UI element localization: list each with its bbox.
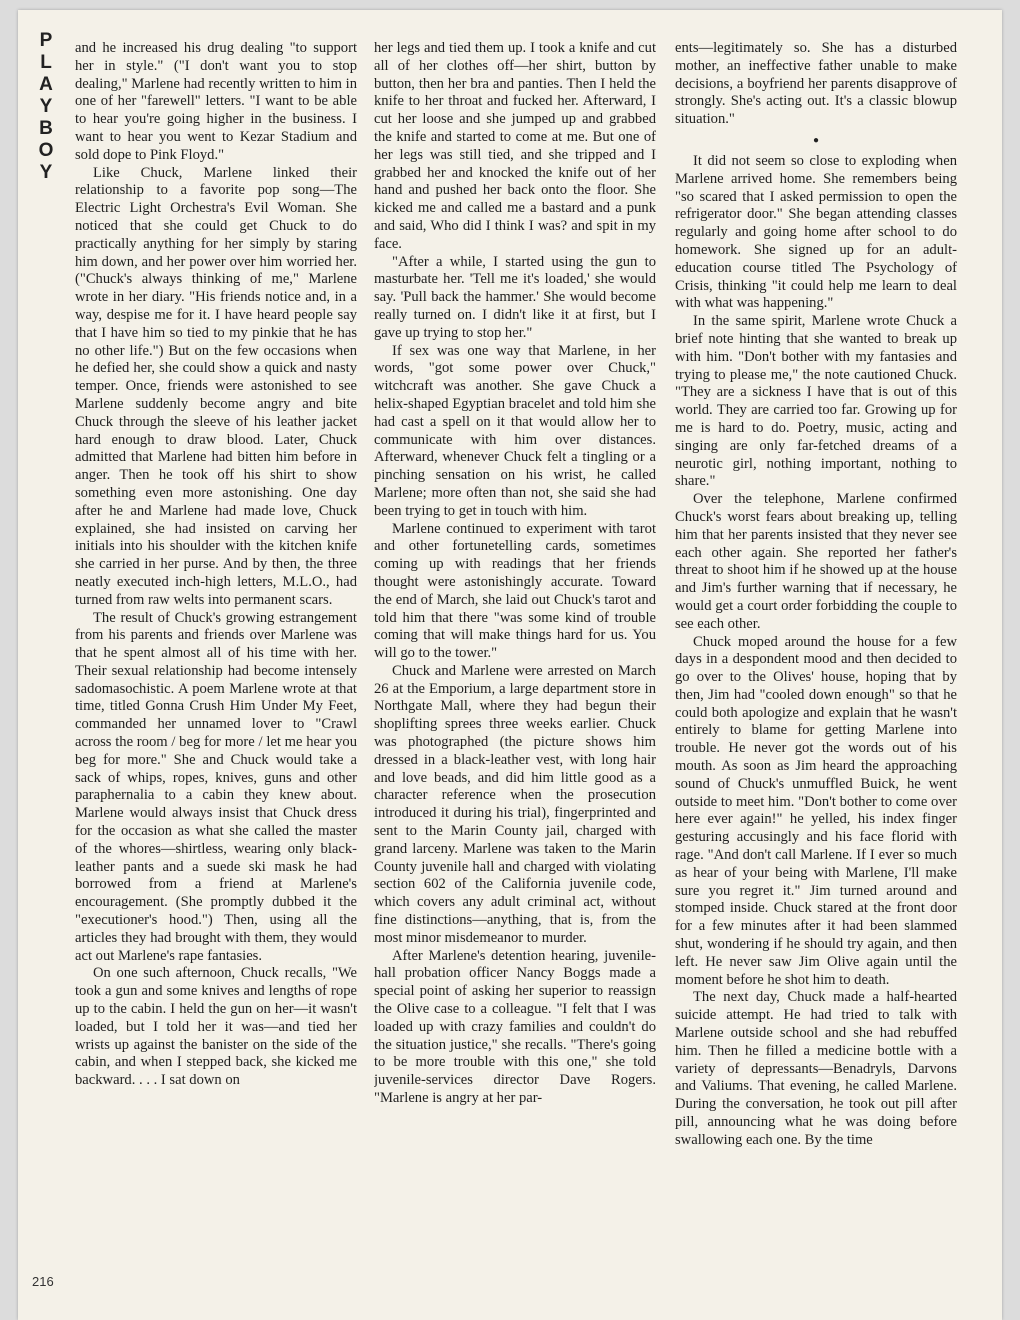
running-head-letter: P xyxy=(39,30,53,51)
paragraph: ents—legitimately so. She has a disturbed mother, an ineffective father unable to make decisions, a boyfriend her parents disapprove of strongly. She's acting out. It's a classic blowup situation." xyxy=(675,40,957,128)
paragraph: Marlene continued to experiment with tarot and other fortunetelling cards, sometimes coming up with readings that her friends thought were astonishingly accurate. Toward the end of March, she laid out Chuck's tarot and told him that there "was some kind of trouble coming that will make things hard for us. You will go to the tower." xyxy=(374,520,656,662)
running-head-letter: Y xyxy=(39,162,53,183)
magazine-running-head xyxy=(32,30,60,184)
running-head-letter: O xyxy=(38,140,54,161)
paragraph: "After a while, I started using the gun to masturbate her. 'Tell me it's loaded,' she would say. 'Pull back the hammer.' She would become really turned on. I didn't like it at first, but I gave up trying to stop her." xyxy=(374,253,656,341)
running-head-letter: L xyxy=(40,52,52,73)
paragraph: Over the telephone, Marlene confirmed Chuck's worst fears about breaking up, telling him that her parents insisted that they never see each other again. She reported her father's threat to shoot him if he showed up at the house and Jim's further warning that if necessary, he would get a court order forbidding the couple to see each other. xyxy=(675,491,957,632)
paragraph: It did not seem so close to exploding when Marlene arrived home. She remembers being "so scared that I asked permission to open the refrigerator door." She began attending classes regularly and going home after school to do homework. She signed up for an adult-education course titled The Psychology of Crisis, thinking "it could help me learn to deal with what was happening." xyxy=(675,152,957,312)
section-break-bullet: ● xyxy=(812,134,820,146)
paragraph: On one such afternoon, Chuck recalls, "We took a gun and some knives and lengths of rope up to the cabin. I held the gun on her—it wasn't loaded, but I told her it was—and tied her wrists up against the banister on the side of the cabin, and when I stepped back, she kicked me backward. . . . I sat down on xyxy=(75,965,357,1089)
paragraph: The result of Chuck's growing estrangement from his parents and friends over Marlene was that he spent almost all of his time with her. Their sexual relationship had become intensely sadomasochistic. A poem Marlene wrote at that time, titled Gonna Crush Him Under My Feet, commanded her unnamed lover to "Crawl across the room / beg for more / let me hear you beg for more." She and Chuck would take a sack of whips, ropes, knives, guns and other paraphernalia to a cabin they knew about. Marlene would always insist that Chuck dress for the occasion as what she called the master of the whores—shirtless, wearing only black-leather pants and a suede ski mask he had borrowed from a friend at Marlene's encouragement. (She promptly dubbed it the "executioner's hood.") Then, using all the articles they had brought with them, they would act out Marlene's rape fantasies. xyxy=(75,609,357,964)
paragraph: Chuck moped around the house for a few days in a despondent mood and then decided to go over to the Olives' house, hoping that by then, Jim had "cooled down enough" so that he could both apologize and explain that he wasn't entirely to blame for getting Marlene into trouble. He never got the words out of his mouth. As soon as Jim heard the approaching sound of Chuck's unmuffled Buick, he went outside to meet him. "Don't bother to come over here ever again!" he yelled, his index finger gesturing accusingly and his face florid with rage. "And don't call Marlene. If I ever so much as hear of your being with Marlene, I'll make sure you regret it." Jim turned around and stomped inside. Chuck stared at the front door for a few minutes after it had been slammed shut, wondering if he should try again, and then left. He never saw Jim Olive again until the moment before he shot him to death. xyxy=(675,633,957,988)
magazine-page xyxy=(18,10,1002,1320)
paragraph: If sex was one way that Marlene, in her words, "got some power over Chuck," witchcraft was another. She gave Chuck a helix-shaped Egyptian bracelet and told him she had cast a spell on it that would allow her to communicate with him over distances. Afterward, whenever Chuck felt a tingling or a pinching sensation on his wrist, he called Marlene; more often than not, she said she had been trying to get in touch with him. xyxy=(374,342,656,519)
paragraph: The next day, Chuck made a half-hearted suicide attempt. He had tried to talk with Marlene outside school and she had rebuffed him. Then he filled a medicine bottle with a variety of depressants—Benadryls, Darvons and Valiums. That evening, he called Marlene. During the conversation, he took out pill after pill, announcing what he was doing before swallowing each one. By the time xyxy=(675,989,957,1148)
paragraph: After Marlene's detention hearing, juvenile-hall probation officer Nancy Boggs made a special point of asking her superior to reassign the Olive case to a colleague. "I felt that I was loaded up with crazy families and couldn't do the situation justice," she recalls. "There's going to be more trouble with this one," she told juvenile-services director Dave Rogers. "Marlene is angry at her par- xyxy=(374,947,656,1107)
paragraph: and he increased his drug dealing "to support her in style." ("I don't want you to stop dealing," Marlene had recently written to him in one of her "farewell" letters. "I want to be able to hear you're going higher in the business. I want to hear you went to Kezar Stadium and sold dope to Pink Floyd." xyxy=(75,40,357,163)
paragraph: her legs and tied them up. I took a knife and cut all of her clothes off—her shirt, button by button, then her bra and panties. Then I held the knife to her throat and fucked her. Afterward, I cut her loose and she jumped up and grabbed the knife and started to come at me. But one of her legs was still tied, and she tripped and I grabbed her and knocked the knife out of her hand and pushed her back onto the floor. She kicked me and called me a bastard and a punk and said, Who did I think I was? and spit in my face. xyxy=(374,40,656,252)
running-head-letter: A xyxy=(39,74,53,95)
text-column-1 xyxy=(75,40,357,1290)
running-head-letter: B xyxy=(39,118,53,139)
page-number: 216 xyxy=(32,1274,54,1289)
running-head-letter: Y xyxy=(39,96,53,117)
paragraph: Like Chuck, Marlene linked their relationship to a favorite pop song—The Electric Light Orchestra's Evil Woman. She noticed that she could get Chuck to do practically anything for her simply by staring him down, and her power over him worried her. ("Chuck's always thinking of me," Marlene wrote in her diary. "His friends notice and, in a way, despise me for it. I have heard people say that I have him so tied to my pinkie that he has no other life.") But on the few occasions when he defied her, she could show a quick and nasty temper. Once, friends were astonished to see Marlene suddenly become angry and bite Chuck through the sleeve of his leather jacket hard enough to draw blood. Later, Chuck admitted that Marlene had bitten him before in anger. Then he took off his shirt to show something even more astonishing. One day after he and Marlene had made love, Chuck explained, she had insisted on carving her initials into his shoulder with the kitchen knife she carried in her purse. And by then, the three neatly executed inch-high letters, M.L.O., had turned from raw welts into permanent scars. xyxy=(75,164,357,608)
text-column-2 xyxy=(374,40,656,1290)
text-column-3 xyxy=(675,40,957,1290)
paragraph: Chuck and Marlene were arrested on March 26 at the Emporium, a large department store in Northgate Mall, where they had begun their shoplifting sprees three weeks earlier. Chuck was photographed (the picture shows him dressed in a black-leather vest, with long hair and love beads, and did him little good as a character reference when the prosecution introduced it during his trial), fingerprinted and sent to the Marin County jail, charged with grand larceny. Marlene was taken to the Marin County juvenile hall and charged with violating section 602 of the California juvenile code, which covers any adult criminal act, without fine distinctions—anything, that is, from the most minor misdemeanor to murder. xyxy=(374,662,656,946)
paragraph: In the same spirit, Marlene wrote Chuck a brief note hinting that she wanted to break up with him. "Don't bother with my fantasies and trying to please me," the note cautioned Chuck. "They are a sickness I have that is out of this world. They are carried too far. Growing up for me is hard to do. Poetry, music, acting and singing are only far-fetched dreams of a neurotic girl, nothing important, nothing to share." xyxy=(675,313,957,490)
